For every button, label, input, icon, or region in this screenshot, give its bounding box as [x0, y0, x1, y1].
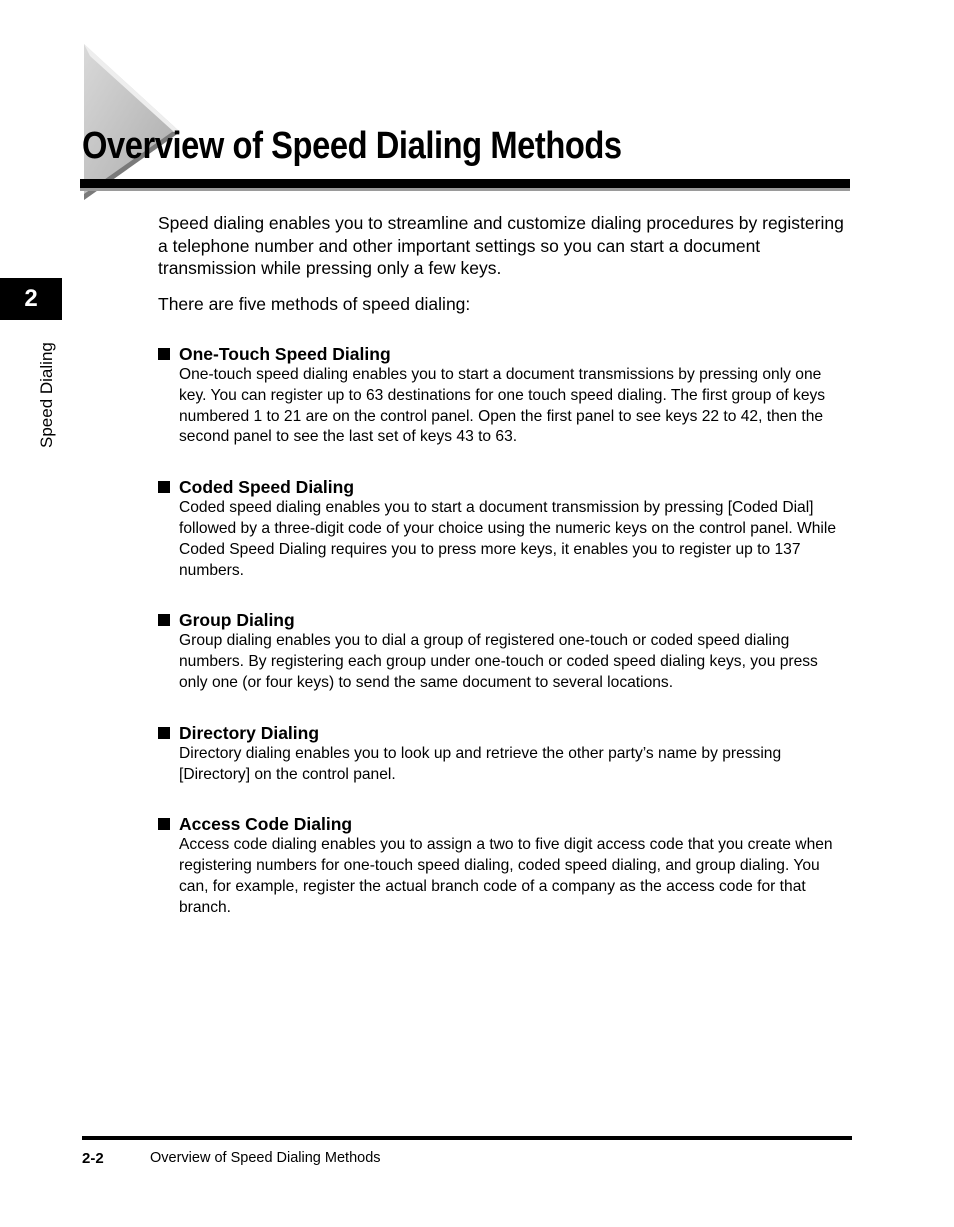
square-bullet-icon — [158, 614, 170, 626]
section-heading-text: One-Touch Speed Dialing — [179, 344, 391, 364]
section-coded-speed-dialing — [158, 476, 850, 581]
footer-rule — [82, 1136, 852, 1140]
square-bullet-icon — [158, 727, 170, 739]
section-directory-dialing — [158, 722, 850, 786]
section-heading-text: Coded Speed Dialing — [179, 477, 355, 498]
section-heading-text: Access Code Dialing — [179, 814, 353, 835]
chapter-side-label: Speed Dialing — [37, 342, 56, 448]
footer-running-title: Overview of Speed Dialing Methods — [150, 1150, 381, 1166]
section-body: Access code dialing enables you to assign a two to five digit access code that you create when registering numbers for one-touch speed dialing, coded speed dialing, and group dialing. You can, for example, register the actual branch code of a company as the access code for that branch. — [179, 836, 833, 916]
intro-paragraph: There are five methods of speed dialing: — [158, 293, 471, 314]
section-heading-text: Directory Dialing — [179, 722, 320, 743]
title-rule — [80, 179, 850, 188]
section-heading — [158, 343, 850, 365]
chapter-tab — [0, 278, 62, 320]
title-rule-shadow — [80, 188, 850, 191]
section-body: Directory dialing enables you to look up and retrieve the other party’s name by pressing [Directory] on the control panel. — [179, 744, 782, 783]
chapter-number: 2 — [24, 285, 38, 312]
page-title: Overview of Speed Dialing Methods — [82, 125, 622, 167]
section-heading — [158, 813, 850, 835]
main-content — [158, 212, 850, 919]
square-bullet-icon — [158, 348, 170, 360]
square-bullet-icon — [158, 481, 170, 493]
section-heading-text: Group Dialing — [179, 610, 295, 631]
section-body: One-touch speed dialing enables you to start a document transmissions by pressing only one key. You can register up to 63 destinations for one touch speed dialing. The first group of keys numbered 1 to 21 are on the control panel. Open the first panel to see keys 22 to 42, then the second panel to see the last set of keys 43 to 63. — [179, 366, 826, 446]
section-access-code-dialing — [158, 813, 850, 918]
intro-paragraph: Speed dialing enables you to streamline and customize dialing procedures by registering a telephone number and other important settings so you can start a document transmission while pressing only a few keys. — [158, 213, 844, 278]
section-heading — [158, 609, 850, 631]
footer-page-number: 2-2 — [82, 1150, 104, 1167]
section-body: Group dialing enables you to dial a group of registered one-touch or coded speed dialing numbers. By registering each group under one-touch or coded speed dialing keys, you press only one (or four keys) to send the same document to several locations. — [179, 632, 818, 691]
section-heading — [158, 722, 850, 744]
section-body: Coded speed dialing enables you to start a document transmission by pressing [Coded Dial] followed by a three-digit code of your choice using the numeric keys on the control panel. While Coded Speed Dialing requires you to press more keys, it enables you to register up to 137 numbers. — [179, 499, 837, 579]
section-one-touch-speed-dialing — [158, 343, 850, 448]
section-group-dialing — [158, 609, 850, 693]
square-bullet-icon — [158, 818, 170, 830]
section-heading — [158, 476, 850, 498]
